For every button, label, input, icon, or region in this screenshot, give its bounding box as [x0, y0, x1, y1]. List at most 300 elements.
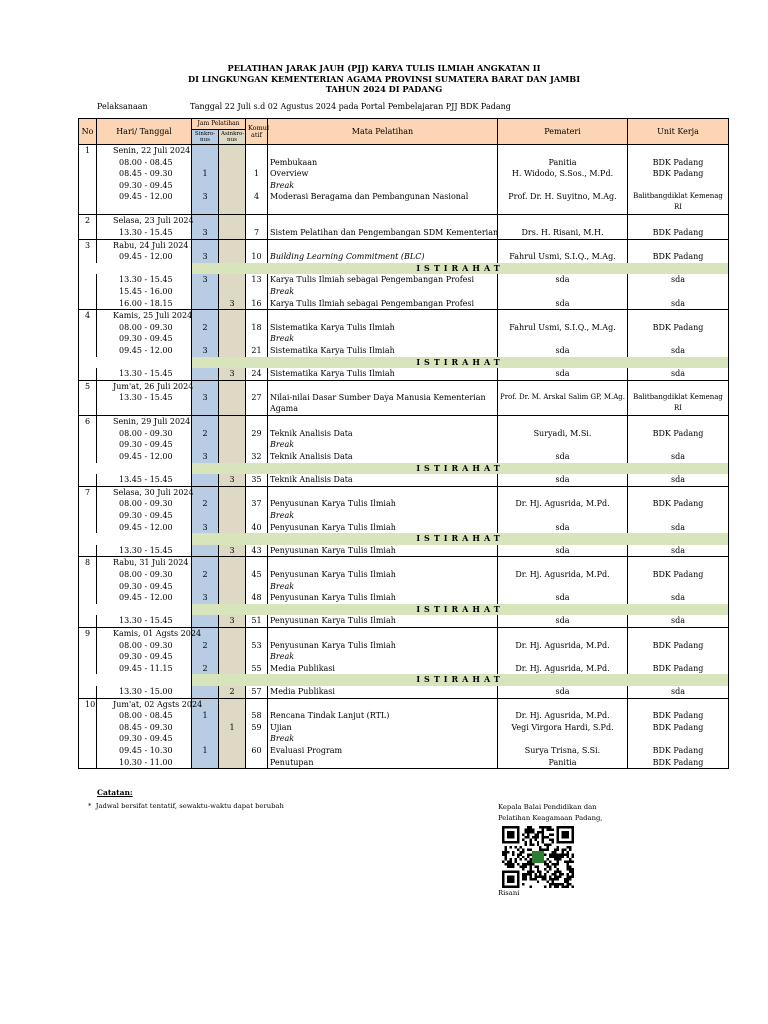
row-time: 08.00 - 09.30: [97, 428, 192, 440]
row-subject: Teknik Analisis Data: [268, 474, 498, 486]
row-sinkron-hours: 3: [192, 392, 219, 416]
row-sinkron-hours: [192, 686, 219, 698]
row-subject: Break: [268, 581, 498, 593]
row-asinkron-hours: [219, 710, 246, 722]
row-cumulative: [246, 180, 268, 192]
row-trainer: Dr. Hj. Agusrida, M.Pd.: [498, 498, 628, 510]
row-number: [79, 545, 97, 557]
row-unit: [628, 215, 729, 227]
table-row: [79, 710, 729, 722]
row-unit: sda: [628, 522, 729, 534]
row-time: 13.30 - 15.45: [97, 545, 192, 557]
row-number: [79, 745, 97, 757]
row-trainer: Dr. Hj. Agusrida, M.Pd.: [498, 663, 628, 675]
row-sinkron-hours: 1: [192, 710, 219, 722]
row-time: 09.45 - 12.00: [97, 592, 192, 604]
row-asinkron-hours: [219, 451, 246, 463]
row-number: [79, 522, 97, 534]
row-subject: Sistematika Karya Tulis Ilmiah: [268, 345, 498, 357]
row-number: [79, 180, 97, 192]
row-number: 4: [79, 310, 97, 322]
row-unit: sda: [628, 274, 729, 286]
schedule-table: [78, 118, 729, 769]
table-row: [79, 345, 729, 357]
row-time: 08.00 - 08.45: [97, 710, 192, 722]
notes-bullet: *: [88, 802, 92, 810]
row-sinkron-hours: 2: [192, 498, 219, 510]
row-trainer: sda: [498, 274, 628, 286]
row-asinkron-hours: [219, 274, 246, 286]
row-trainer: Surya Trisna, S.Si.: [498, 745, 628, 757]
row-number: [79, 191, 97, 215]
row-asinkron-hours: [219, 569, 246, 581]
row-unit: [628, 180, 729, 192]
row-sinkron-hours: [192, 298, 219, 310]
istirahat-spacer-left: [79, 604, 192, 616]
qr-code-signature: [502, 826, 574, 888]
signature-line1: Kepala Balai Pendidikan dan: [498, 803, 597, 811]
row-time: 09.45 - 11.15: [97, 663, 192, 675]
schedule-table-body: [79, 145, 729, 769]
table-row: [79, 615, 729, 627]
row-cumulative: [246, 215, 268, 227]
row-subject: Overview: [268, 168, 498, 180]
row-asinkron-hours: [219, 439, 246, 451]
row-unit: sda: [628, 592, 729, 604]
row-subject: Break: [268, 439, 498, 451]
table-row: [79, 722, 729, 734]
row-asinkron-hours: [219, 322, 246, 334]
row-sinkron-hours: [192, 239, 219, 251]
row-subject: [268, 145, 498, 157]
table-row: [79, 733, 729, 745]
row-sinkron-hours: [192, 557, 219, 569]
row-number: [79, 510, 97, 522]
table-row: [79, 569, 729, 581]
row-subject: Media Publikasi: [268, 686, 498, 698]
row-number: [79, 333, 97, 345]
istirahat-spacer-left: [79, 357, 192, 369]
row-subject: Penyusunan Karya Tulis Ilmiah: [268, 569, 498, 581]
row-number: [79, 663, 97, 675]
table-row: [79, 333, 729, 345]
row-cumulative: [246, 557, 268, 569]
row-sinkron-hours: [192, 310, 219, 322]
row-trainer: sda: [498, 298, 628, 310]
col-unit-kerja: Unit Kerja: [628, 119, 729, 145]
row-unit: sda: [628, 615, 729, 627]
istirahat-row: [79, 604, 729, 616]
row-sinkron-hours: [192, 722, 219, 734]
row-unit: sda: [628, 368, 729, 380]
row-cumulative: [246, 310, 268, 322]
row-time: 13.30 - 15.45: [97, 368, 192, 380]
row-unit: sda: [628, 545, 729, 557]
row-sinkron-hours: [192, 180, 219, 192]
row-unit: [628, 698, 729, 710]
row-number: [79, 581, 97, 593]
row-number: [79, 722, 97, 734]
row-trainer: Panitia: [498, 157, 628, 169]
row-unit: sda: [628, 686, 729, 698]
row-cumulative: 16: [246, 298, 268, 310]
col-jam-pelatihan: Jam Pelatihan: [192, 119, 246, 130]
row-number: [79, 757, 97, 769]
row-sinkron-hours: 3: [192, 522, 219, 534]
row-asinkron-hours: [219, 757, 246, 769]
row-cumulative: 37: [246, 498, 268, 510]
row-asinkron-hours: [219, 168, 246, 180]
row-unit: BDK Padang: [628, 322, 729, 334]
row-asinkron-hours: [219, 392, 246, 416]
istirahat-label: ISTIRAHAT: [192, 533, 729, 545]
row-subject: Sistematika Karya Tulis Ilmiah: [268, 322, 498, 334]
row-time: 15.45 - 16.00: [97, 286, 192, 298]
notes-item: [88, 802, 284, 810]
row-asinkron-hours: 3: [219, 615, 246, 627]
row-number: [79, 157, 97, 169]
row-time: 16.00 - 18.15: [97, 298, 192, 310]
row-unit: [628, 486, 729, 498]
row-asinkron-hours: [219, 640, 246, 652]
row-subject: [268, 239, 498, 251]
row-number: [79, 451, 97, 463]
row-unit: Balitbangdiklat Kemenag RI: [628, 191, 729, 215]
row-sinkron-hours: [192, 757, 219, 769]
row-time: 09.45 - 12.00: [97, 191, 192, 215]
istirahat-label: ISTIRAHAT: [192, 357, 729, 369]
row-trainer: sda: [498, 615, 628, 627]
row-number: 6: [79, 416, 97, 428]
table-row: [79, 298, 729, 310]
row-number: [79, 686, 97, 698]
row-trainer: [498, 333, 628, 345]
row-time: 13.30 - 15.45: [97, 392, 192, 416]
row-cumulative: 40: [246, 522, 268, 534]
row-subject: Sistematika Karya Tulis Ilmiah: [268, 368, 498, 380]
row-trainer: Panitia: [498, 757, 628, 769]
row-day-date: Selasa, 23 Juli 2024: [97, 215, 192, 227]
row-trainer: [498, 698, 628, 710]
row-number: [79, 251, 97, 263]
istirahat-row: [79, 674, 729, 686]
row-unit: [628, 510, 729, 522]
row-unit: [628, 557, 729, 569]
row-asinkron-hours: [219, 733, 246, 745]
row-asinkron-hours: [219, 345, 246, 357]
table-row: [79, 227, 729, 239]
row-day-date: Senin, 22 Juli 2024: [97, 145, 192, 157]
row-trainer: [498, 439, 628, 451]
row-time: 09.30 - 09.45: [97, 180, 192, 192]
row-number: [79, 733, 97, 745]
row-asinkron-hours: [219, 227, 246, 239]
row-trainer: Drs. H. Risani, M.H.: [498, 227, 628, 239]
row-subject: [268, 310, 498, 322]
row-sinkron-hours: 2: [192, 663, 219, 675]
row-cumulative: [246, 145, 268, 157]
row-trainer: Prof. Dr. H. Suyitno, M.Ag.: [498, 191, 628, 215]
row-asinkron-hours: [219, 310, 246, 322]
table-row: [79, 310, 729, 322]
row-asinkron-hours: [219, 486, 246, 498]
row-time: 13.30 - 15.45: [97, 227, 192, 239]
row-cumulative: 24: [246, 368, 268, 380]
table-row: [79, 428, 729, 440]
row-unit: [628, 733, 729, 745]
row-unit: sda: [628, 298, 729, 310]
table-row: [79, 286, 729, 298]
istirahat-spacer-left: [79, 263, 192, 275]
row-unit: [628, 581, 729, 593]
row-subject: Nilai-nilai Dasar Sumber Daya Manusia Kementerian Agama: [268, 392, 498, 416]
row-trainer: [498, 239, 628, 251]
row-cumulative: 7: [246, 227, 268, 239]
row-time: 09.45 - 12.00: [97, 451, 192, 463]
row-subject: [268, 627, 498, 639]
row-unit: [628, 286, 729, 298]
row-cumulative: 13: [246, 274, 268, 286]
row-number: [79, 345, 97, 357]
row-unit: BDK Padang: [628, 722, 729, 734]
table-row: [79, 439, 729, 451]
row-number: [79, 651, 97, 663]
row-sinkron-hours: [192, 333, 219, 345]
row-subject: Media Publikasi: [268, 663, 498, 675]
row-cumulative: 10: [246, 251, 268, 263]
table-row: [79, 498, 729, 510]
row-cumulative: [246, 286, 268, 298]
row-asinkron-hours: [219, 428, 246, 440]
row-asinkron-hours: [219, 745, 246, 757]
row-cumulative: 58: [246, 710, 268, 722]
row-trainer: Fahrul Usmi, S.I.Q., M.Ag.: [498, 251, 628, 263]
row-trainer: [498, 651, 628, 663]
row-time: 09.30 - 09.45: [97, 510, 192, 522]
table-row: [79, 474, 729, 486]
table-row: [79, 239, 729, 251]
istirahat-spacer-left: [79, 674, 192, 686]
row-sinkron-hours: 3: [192, 345, 219, 357]
row-day-date: Jum'at, 02 Agsts 2024: [97, 698, 192, 710]
col-sinkron: Sinkro-nus: [192, 130, 219, 145]
row-time: 09.45 - 12.00: [97, 251, 192, 263]
row-sinkron-hours: 3: [192, 274, 219, 286]
col-komulatif: Komul atif: [246, 119, 268, 145]
row-cumulative: 51: [246, 615, 268, 627]
row-sinkron-hours: 2: [192, 322, 219, 334]
row-sinkron-hours: [192, 510, 219, 522]
row-trainer: [498, 627, 628, 639]
row-cumulative: [246, 239, 268, 251]
row-cumulative: 57: [246, 686, 268, 698]
row-sinkron-hours: [192, 145, 219, 157]
table-row: [79, 145, 729, 157]
istirahat-label: ISTIRAHAT: [192, 263, 729, 275]
row-trainer: sda: [498, 592, 628, 604]
row-trainer: sda: [498, 451, 628, 463]
row-sinkron-hours: [192, 581, 219, 593]
row-cumulative: [246, 416, 268, 428]
row-number: [79, 710, 97, 722]
row-unit: sda: [628, 474, 729, 486]
table-row: [79, 557, 729, 569]
row-asinkron-hours: [219, 522, 246, 534]
row-time: 09.30 - 09.45: [97, 333, 192, 345]
row-asinkron-hours: [219, 592, 246, 604]
row-number: [79, 615, 97, 627]
table-row: [79, 180, 729, 192]
row-asinkron-hours: [219, 191, 246, 215]
row-day-date: Kamis, 25 Juli 2024: [97, 310, 192, 322]
row-subject: [268, 486, 498, 498]
row-trainer: Dr. Hj. Agusrida, M.Pd.: [498, 569, 628, 581]
row-number: [79, 428, 97, 440]
row-time: 09.30 - 09.45: [97, 733, 192, 745]
row-cumulative: [246, 510, 268, 522]
row-sinkron-hours: [192, 380, 219, 392]
row-subject: Break: [268, 510, 498, 522]
col-pemateri: Pemateri: [498, 119, 628, 145]
row-unit: BDK Padang: [628, 745, 729, 757]
row-sinkron-hours: 3: [192, 592, 219, 604]
row-subject: Break: [268, 180, 498, 192]
col-no: No: [79, 119, 97, 145]
row-cumulative: 29: [246, 428, 268, 440]
row-unit: BDK Padang: [628, 428, 729, 440]
row-unit: [628, 416, 729, 428]
row-cumulative: 21: [246, 345, 268, 357]
row-unit: BDK Padang: [628, 757, 729, 769]
row-subject: Break: [268, 651, 498, 663]
row-cumulative: 4: [246, 191, 268, 215]
istirahat-label: ISTIRAHAT: [192, 463, 729, 475]
row-unit: [628, 439, 729, 451]
row-cumulative: 53: [246, 640, 268, 652]
row-unit: BDK Padang: [628, 710, 729, 722]
row-trainer: [498, 486, 628, 498]
row-trainer: Dr. Hj. Agusrida, M.Pd.: [498, 710, 628, 722]
table-row: [79, 592, 729, 604]
row-asinkron-hours: [219, 416, 246, 428]
row-subject: [268, 416, 498, 428]
istirahat-row: [79, 263, 729, 275]
row-unit: BDK Padang: [628, 498, 729, 510]
row-cumulative: [246, 733, 268, 745]
istirahat-row: [79, 533, 729, 545]
row-sinkron-hours: [192, 615, 219, 627]
row-time: 08.45 - 09.30: [97, 168, 192, 180]
table-row: [79, 215, 729, 227]
row-day-date: Jum'at, 26 Juli 2024: [97, 380, 192, 392]
row-day-date: Kamis, 01 Agsts 2024: [97, 627, 192, 639]
table-row: [79, 581, 729, 593]
row-trainer: [498, 416, 628, 428]
row-number: [79, 168, 97, 180]
row-subject: Rencana Tindak Lanjut (RTL): [268, 710, 498, 722]
row-cumulative: 32: [246, 451, 268, 463]
col-hari: Hari/ Tanggal: [97, 119, 192, 145]
row-sinkron-hours: 3: [192, 451, 219, 463]
row-unit: Balitbangdiklat Kemenag RI: [628, 392, 729, 416]
row-number: [79, 592, 97, 604]
row-subject: Evaluasi Program: [268, 745, 498, 757]
row-time: 08.00 - 08.45: [97, 157, 192, 169]
row-trainer: [498, 733, 628, 745]
row-asinkron-hours: [219, 581, 246, 593]
row-unit: [628, 627, 729, 639]
row-sinkron-hours: 3: [192, 251, 219, 263]
row-number: [79, 298, 97, 310]
row-unit: BDK Padang: [628, 569, 729, 581]
row-cumulative: [246, 333, 268, 345]
row-number: 9: [79, 627, 97, 639]
table-row: [79, 157, 729, 169]
row-asinkron-hours: 1: [219, 722, 246, 734]
row-cumulative: [246, 439, 268, 451]
row-number: 5: [79, 380, 97, 392]
row-time: 09.45 - 12.00: [97, 522, 192, 534]
row-time: 10.30 - 11.00: [97, 757, 192, 769]
row-subject: Teknik Analisis Data: [268, 428, 498, 440]
row-unit: [628, 310, 729, 322]
row-subject: Penyusunan Karya Tulis Ilmiah: [268, 545, 498, 557]
row-time: 13.45 - 15.45: [97, 474, 192, 486]
row-subject: Break: [268, 733, 498, 745]
row-number: 1: [79, 145, 97, 157]
table-row: [79, 651, 729, 663]
row-time: 08.45 - 09.30: [97, 722, 192, 734]
row-sinkron-hours: 2: [192, 640, 219, 652]
row-number: [79, 286, 97, 298]
row-cumulative: 1: [246, 168, 268, 180]
row-sinkron-hours: [192, 545, 219, 557]
row-asinkron-hours: [219, 180, 246, 192]
row-unit: BDK Padang: [628, 663, 729, 675]
istirahat-spacer-left: [79, 463, 192, 475]
table-row: [79, 251, 729, 263]
row-number: 10: [79, 698, 97, 710]
row-sinkron-hours: 1: [192, 168, 219, 180]
row-cumulative: [246, 627, 268, 639]
notes-heading: Catatan:: [97, 788, 133, 797]
row-subject: Karya Tulis Ilmiah sebagai Pengembangan Profesi: [268, 274, 498, 286]
row-cumulative: [246, 581, 268, 593]
table-row: [79, 274, 729, 286]
row-cumulative: 45: [246, 569, 268, 581]
row-number: [79, 474, 97, 486]
table-row: [79, 486, 729, 498]
table-row: [79, 322, 729, 334]
row-trainer: sda: [498, 686, 628, 698]
row-sinkron-hours: 2: [192, 569, 219, 581]
row-cumulative: [246, 651, 268, 663]
row-sinkron-hours: [192, 416, 219, 428]
row-asinkron-hours: [219, 157, 246, 169]
row-subject: [268, 557, 498, 569]
row-asinkron-hours: [219, 498, 246, 510]
signature-name: Risani: [498, 889, 520, 897]
row-time: 08.00 - 09.30: [97, 498, 192, 510]
row-asinkron-hours: [219, 215, 246, 227]
row-time: 08.00 - 09.30: [97, 569, 192, 581]
row-cumulative: 60: [246, 745, 268, 757]
table-row: [79, 640, 729, 652]
row-subject: [268, 698, 498, 710]
row-trainer: Prof. Dr. M. Arskal Salim GP, M.Ag.: [498, 392, 628, 416]
row-trainer: [498, 180, 628, 192]
row-cumulative: 55: [246, 663, 268, 675]
